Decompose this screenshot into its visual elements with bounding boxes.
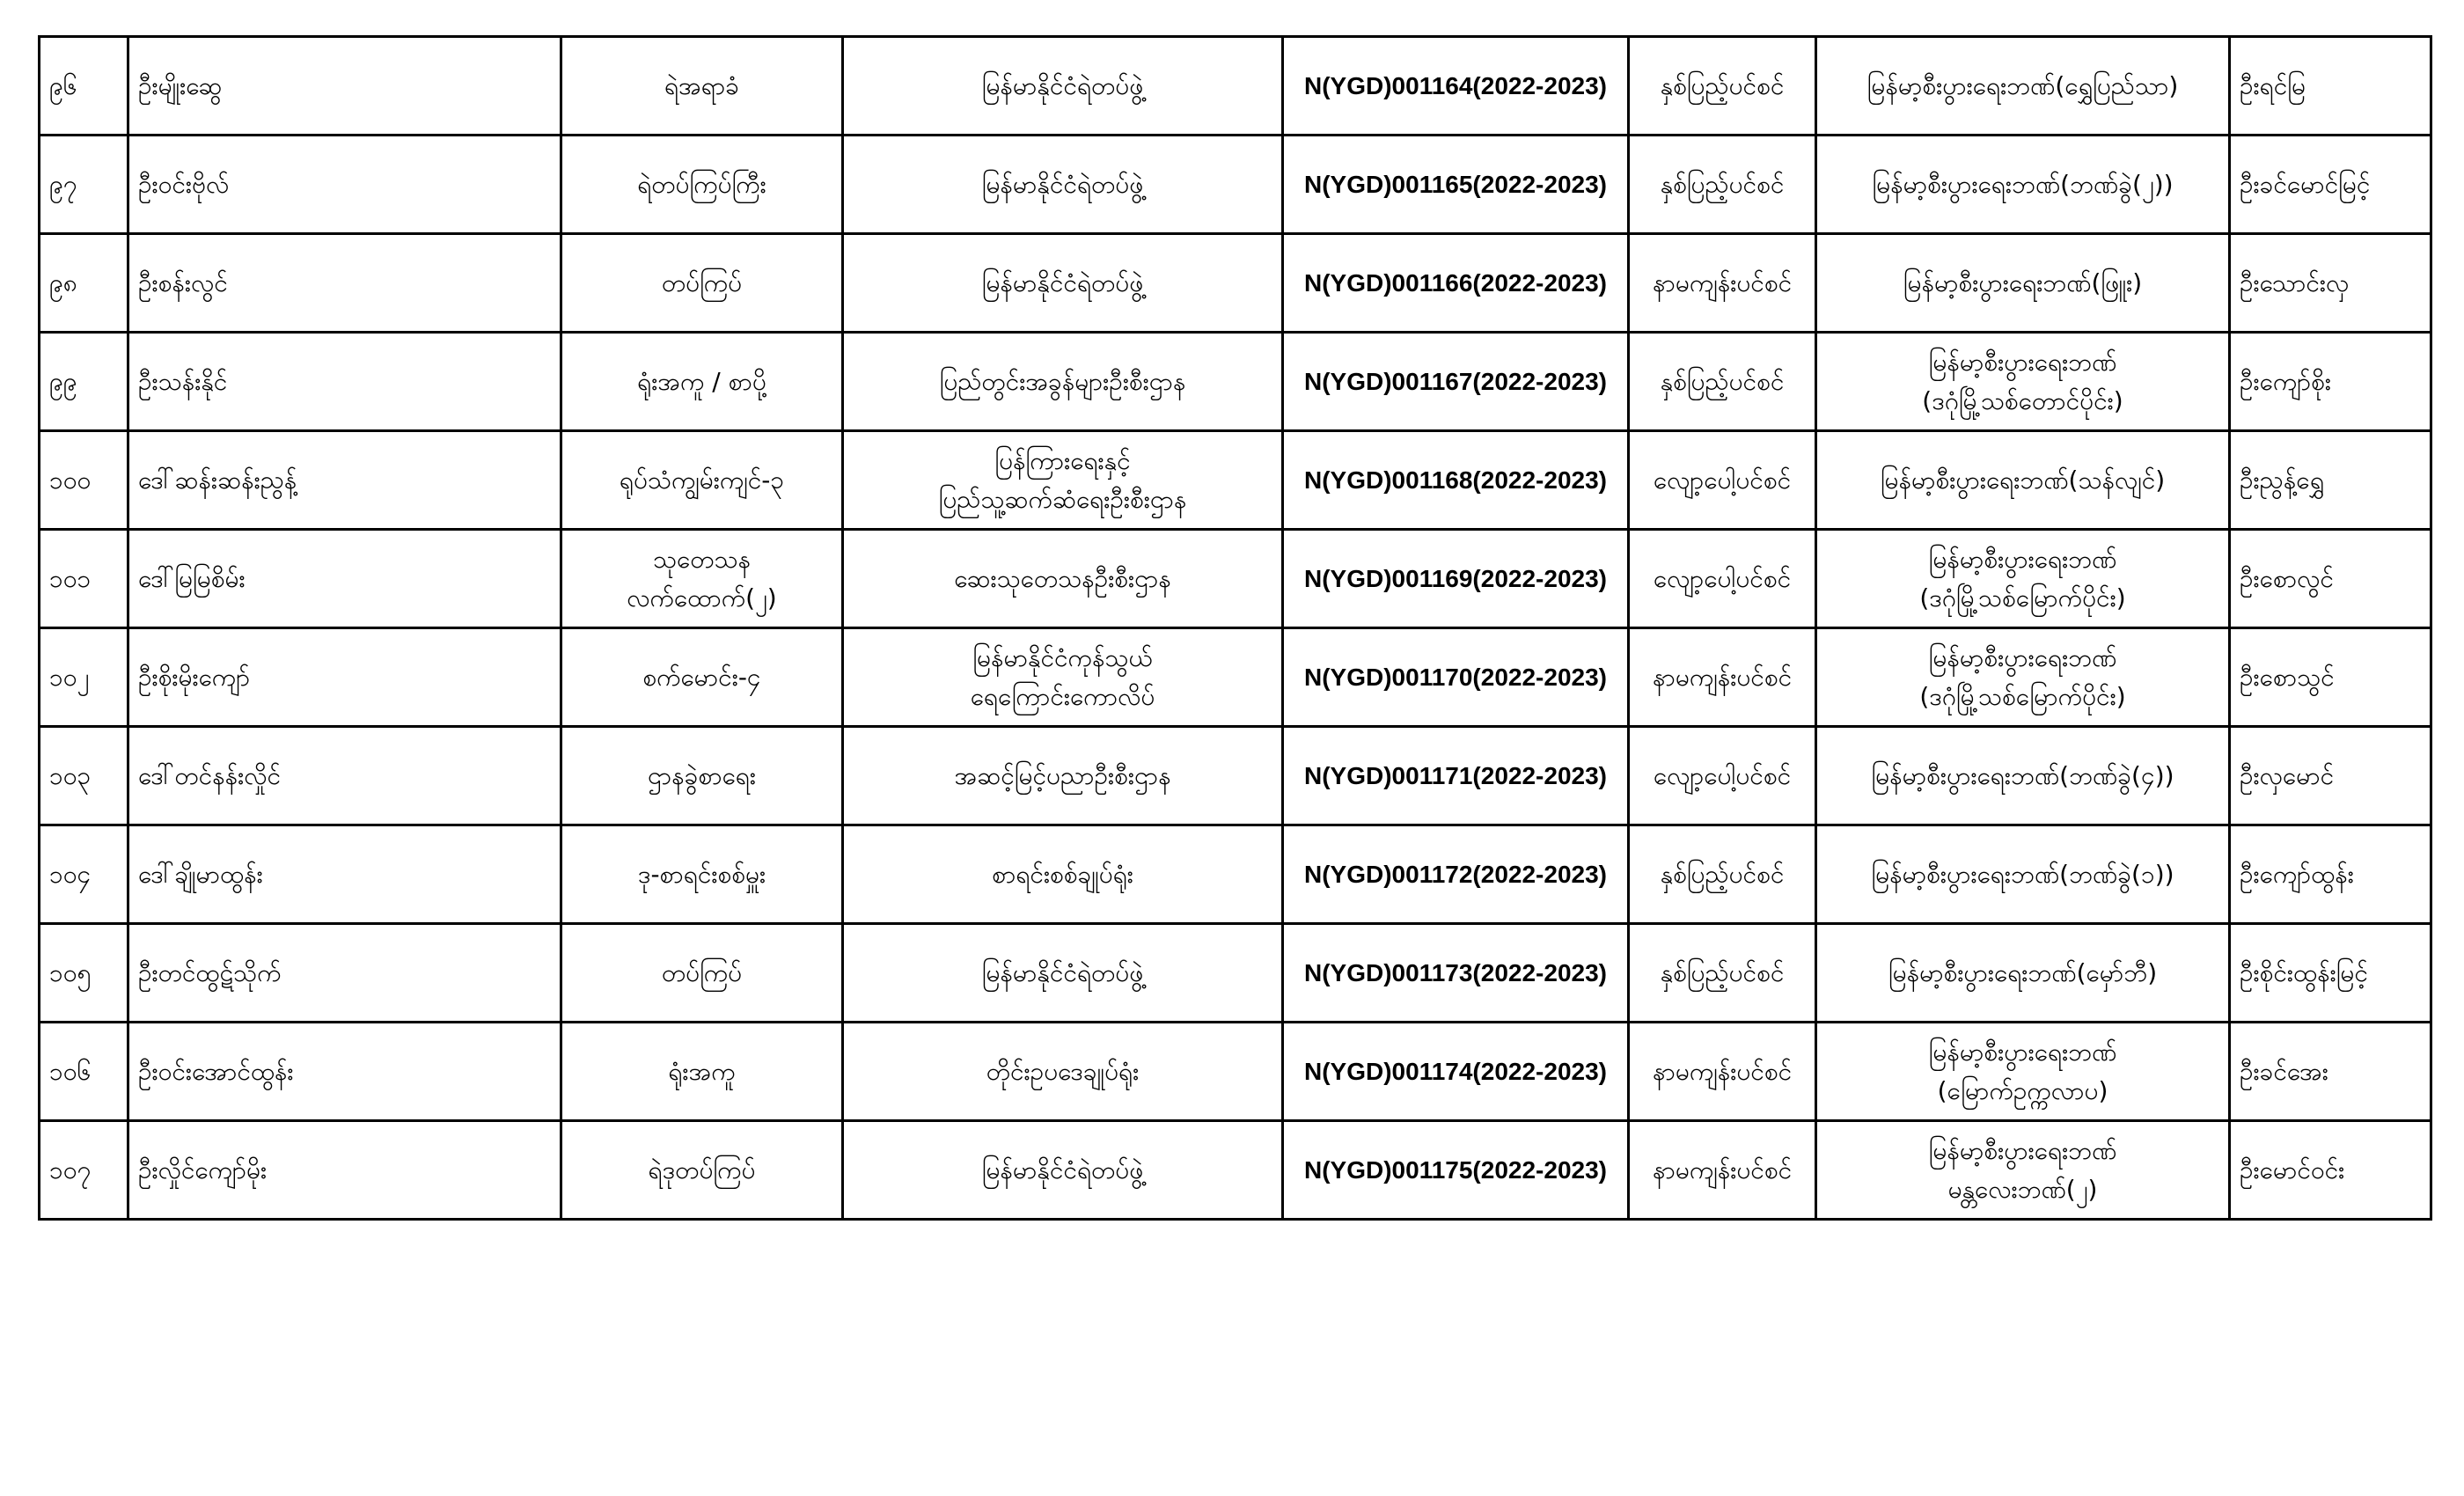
bank-branch-cell: [1816, 234, 2230, 333]
bank-branch-cell-line: မြန်မာ့စီးပွားရေးဘဏ်(ဖြူး): [1903, 268, 2143, 297]
rank-cell: ရဲဒုတပ်ကြပ်: [561, 1121, 843, 1220]
department-cell-line: ဆေးသုတေသနဦးစီးဌာန: [954, 563, 1171, 593]
bank-branch-cell: [1816, 37, 2230, 136]
pension-type-cell: နာမကျန်းပင်စင်: [1629, 1121, 1816, 1220]
rank-cell: ရုံးအကူ: [561, 1023, 843, 1121]
registration-number-cell: N(YGD)001169(2022-2023): [1283, 530, 1629, 628]
table-row: [40, 136, 2431, 234]
row-number-cell: ၁၀၀: [40, 431, 128, 530]
bank-branch-cell: [1816, 727, 2230, 825]
table-row: [40, 727, 2431, 825]
table-row: [40, 234, 2431, 333]
heir-name-cell: ဦးခင်အေး: [2230, 1023, 2431, 1121]
row-number-cell: ၁၀၇: [40, 1121, 128, 1220]
rank-cell: တပ်ကြပ်: [561, 924, 843, 1023]
department-cell: [843, 628, 1283, 727]
department-cell-line: မြန်မာနိုင်ငံရဲတပ်ဖွဲ့: [981, 957, 1144, 987]
name-cell: ဦးစိုးမိုးကျော်: [128, 628, 561, 727]
table-row: [40, 1121, 2431, 1220]
department-cell: [843, 1023, 1283, 1121]
bank-branch-cell-line: မြန်မာ့စီးပွားရေးဘဏ်(ဘဏ်ခွဲ(၂)): [1872, 169, 2174, 199]
department-cell-line: အဆင့်မြင့်ပညာဦးစီးဌာန: [954, 760, 1171, 790]
registration-number-cell: N(YGD)001171(2022-2023): [1283, 727, 1629, 825]
pension-type-cell: နှစ်ပြည့်ပင်စင်: [1629, 825, 1816, 924]
department-cell-line: မြန်မာနိုင်ငံရဲတပ်ဖွဲ့: [981, 1155, 1144, 1184]
rank-cell-line: သုတေသန: [652, 544, 752, 574]
bank-branch-cell-line: မြန်မာ့စီးပွားရေးဘဏ်(မှော်ဘီ): [1888, 957, 2158, 987]
row-number-cell: ၉၆: [40, 37, 128, 136]
table-row: [40, 825, 2431, 924]
name-cell: ဒေါ်မြမြစိမ်း: [128, 530, 561, 628]
table-body: [40, 37, 2431, 1220]
rank-cell: ရဲအရာခံ: [561, 37, 843, 136]
bank-branch-cell-line: မြန်မာ့စီးပွားရေးဘဏ်(ရွှေပြည်သာ): [1866, 70, 2179, 100]
pension-type-cell: နှစ်ပြည့်ပင်စင်: [1629, 333, 1816, 431]
department-cell-line: စာရင်းစစ်ချုပ်ရုံး: [992, 859, 1133, 889]
registration-number-cell: N(YGD)001175(2022-2023): [1283, 1121, 1629, 1220]
rank-cell: ရုပ်သံကျွမ်းကျင်-၃: [561, 431, 843, 530]
bank-branch-cell-line: မြန်မာ့စီးပွားရေးဘဏ်: [1928, 1135, 2117, 1165]
pension-type-cell: နှစ်ပြည့်ပင်စင်: [1629, 37, 1816, 136]
table-row: [40, 530, 2431, 628]
name-cell: ဦးတင်ထွဋ်သိုက်: [128, 924, 561, 1023]
bank-branch-cell-line: မန္တလေးဘဏ်(၂): [1947, 1174, 2098, 1204]
heir-name-cell: ဦးကျော်ထွန်း: [2230, 825, 2431, 924]
registration-number-cell: N(YGD)001165(2022-2023): [1283, 136, 1629, 234]
heir-name-cell: ဦးစောသွင်: [2230, 628, 2431, 727]
name-cell: ဦးမျိုးဆွေ: [128, 37, 561, 136]
rank-cell: ဒု-စာရင်းစစ်မှူး: [561, 825, 843, 924]
rank-cell: စက်မောင်း-၄: [561, 628, 843, 727]
row-number-cell: ၁၀၆: [40, 1023, 128, 1121]
bank-branch-cell: [1816, 333, 2230, 431]
rank-cell: ရဲတပ်ကြပ်ကြီး: [561, 136, 843, 234]
registration-number-cell: N(YGD)001174(2022-2023): [1283, 1023, 1629, 1121]
table-row: [40, 37, 2431, 136]
bank-branch-cell-line: မြန်မာ့စီးပွားရေးဘဏ်(သန်လျင်): [1880, 465, 2166, 495]
name-cell: ဦးဝင်းအောင်ထွန်း: [128, 1023, 561, 1121]
department-cell: [843, 234, 1283, 333]
registration-number-cell: N(YGD)001167(2022-2023): [1283, 333, 1629, 431]
department-cell-line: တိုင်းဥပဒေချုပ်ရုံး: [986, 1056, 1140, 1086]
department-cell: [843, 825, 1283, 924]
department-cell-line: ပြန်ကြားရေးနှင့်: [994, 445, 1131, 475]
pension-type-cell: နာမကျန်းပင်စင်: [1629, 1023, 1816, 1121]
row-number-cell: ၁၀၂: [40, 628, 128, 727]
name-cell: ဦးစန်းလွင်: [128, 234, 561, 333]
department-cell-line: မြန်မာနိုင်ငံရဲတပ်ဖွဲ့: [981, 169, 1144, 199]
registration-number-cell: N(YGD)001168(2022-2023): [1283, 431, 1629, 530]
name-cell: ဦးဝင်းဗိုလ်: [128, 136, 561, 234]
rank-cell: [561, 530, 843, 628]
name-cell: ဦးသန်းနိုင်: [128, 333, 561, 431]
pension-type-cell: နှစ်ပြည့်ပင်စင်: [1629, 924, 1816, 1023]
row-number-cell: ၁၀၁: [40, 530, 128, 628]
department-cell: [843, 924, 1283, 1023]
name-cell: ဒေါ်ချိုမာထွန်း: [128, 825, 561, 924]
registration-number-cell: N(YGD)001172(2022-2023): [1283, 825, 1629, 924]
heir-name-cell: ဦးခင်မောင်မြင့်: [2230, 136, 2431, 234]
bank-branch-cell-line: မြန်မာ့စီးပွားရေးဘဏ်(ဘဏ်ခွဲ(၄)): [1871, 760, 2174, 790]
department-cell: [843, 530, 1283, 628]
bank-branch-cell-line: (ဒဂုံမြို့သစ်တောင်ပိုင်း): [1922, 385, 2123, 415]
name-cell: ဦးလှိုင်ကျော်မိုး: [128, 1121, 561, 1220]
department-cell: [843, 1121, 1283, 1220]
pension-type-cell: လျော့ပေါ့ပင်စင်: [1629, 530, 1816, 628]
pension-type-cell: နှစ်ပြည့်ပင်စင်: [1629, 136, 1816, 234]
bank-branch-cell-line: မြန်မာ့စီးပွားရေးဘဏ်: [1928, 347, 2117, 377]
bank-branch-cell-line: (ဒဂုံမြို့သစ်မြောက်ပိုင်း): [1919, 583, 2126, 612]
row-number-cell: ၉၇: [40, 136, 128, 234]
heir-name-cell: ဦးစိုင်းထွန်းမြင့်: [2230, 924, 2431, 1023]
heir-name-cell: ဦးရင်မြ: [2230, 37, 2431, 136]
name-cell: ဒေါ်ဆန်းဆန်းညွန့်: [128, 431, 561, 530]
row-number-cell: ၉၉: [40, 333, 128, 431]
department-cell-line: မြန်မာနိုင်ငံရဲတပ်ဖွဲ့: [981, 70, 1144, 100]
table-row: [40, 924, 2431, 1023]
table-row: [40, 333, 2431, 431]
registration-number-cell: N(YGD)001173(2022-2023): [1283, 924, 1629, 1023]
records-table: [38, 35, 2432, 1221]
table-row: [40, 431, 2431, 530]
bank-branch-cell: [1816, 530, 2230, 628]
table-row: [40, 628, 2431, 727]
bank-branch-cell-line: မြန်မာ့စီးပွားရေးဘဏ်: [1928, 1037, 2117, 1067]
bank-branch-cell-line: မြန်မာ့စီးပွားရေးဘဏ်: [1928, 544, 2117, 574]
heir-name-cell: ဦးကျော်စိုး: [2230, 333, 2431, 431]
row-number-cell: ၁၀၃: [40, 727, 128, 825]
registration-number-cell: N(YGD)001164(2022-2023): [1283, 37, 1629, 136]
heir-name-cell: ဦးမောင်ဝင်း: [2230, 1121, 2431, 1220]
department-cell: [843, 333, 1283, 431]
department-cell-line: မြန်မာနိုင်ငံရဲတပ်ဖွဲ့: [981, 268, 1144, 297]
row-number-cell: ၉၈: [40, 234, 128, 333]
pension-type-cell: နာမကျန်းပင်စင်: [1629, 628, 1816, 727]
department-cell: [843, 727, 1283, 825]
registration-number-cell: N(YGD)001166(2022-2023): [1283, 234, 1629, 333]
bank-branch-cell: [1816, 136, 2230, 234]
bank-branch-cell-line: (မြောက်ဥက္ကလာပ): [1937, 1075, 2108, 1105]
name-cell: ဒေါ်တင်နန်းလှိုင်: [128, 727, 561, 825]
rank-cell: ဌာနခွဲစာရေး: [561, 727, 843, 825]
registration-number-cell: N(YGD)001170(2022-2023): [1283, 628, 1629, 727]
bank-branch-cell-line: (ဒဂုံမြို့သစ်မြောက်ပိုင်း): [1919, 681, 2126, 711]
pension-type-cell: လျော့ပေါ့ပင်စင်: [1629, 727, 1816, 825]
department-cell-line: ပြည်သူ့ဆက်ဆံရေးဦးစီးဌာန: [938, 484, 1187, 514]
department-cell-line: မြန်မာနိုင်ငံကုန်သွယ်: [972, 642, 1153, 672]
heir-name-cell: ဦးသောင်းလှ: [2230, 234, 2431, 333]
pension-type-cell: နာမကျန်းပင်စင်: [1629, 234, 1816, 333]
rank-cell: ရုံးအကူ / စာပို့: [561, 333, 843, 431]
heir-name-cell: ဦးညွန့်ရွှေ: [2230, 431, 2431, 530]
department-cell: [843, 37, 1283, 136]
bank-branch-cell: [1816, 431, 2230, 530]
pension-type-cell: လျော့ပေါ့ပင်စင်: [1629, 431, 1816, 530]
department-cell: [843, 136, 1283, 234]
row-number-cell: ၁၀၅: [40, 924, 128, 1023]
heir-name-cell: ဦးစောလွင်: [2230, 530, 2431, 628]
bank-branch-cell-line: မြန်မာ့စီးပွားရေးဘဏ်(ဘဏ်ခွဲ(၁)): [1871, 859, 2174, 889]
bank-branch-cell: [1816, 1023, 2230, 1121]
table-row: [40, 1023, 2431, 1121]
department-cell-line: ပြည်တွင်းအခွန်များဦးစီးဌာန: [939, 366, 1186, 396]
bank-branch-cell-line: မြန်မာ့စီးပွားရေးဘဏ်: [1928, 642, 2117, 672]
heir-name-cell: ဦးလှမောင်: [2230, 727, 2431, 825]
bank-branch-cell: [1816, 825, 2230, 924]
bank-branch-cell: [1816, 924, 2230, 1023]
rank-cell: တပ်ကြပ်: [561, 234, 843, 333]
bank-branch-cell: [1816, 1121, 2230, 1220]
rank-cell-line: လက်ထောက်(၂): [627, 583, 777, 612]
department-cell: [843, 431, 1283, 530]
bank-branch-cell: [1816, 628, 2230, 727]
department-cell-line: ရေကြောင်းကောလိပ်: [970, 681, 1155, 711]
row-number-cell: ၁၀၄: [40, 825, 128, 924]
